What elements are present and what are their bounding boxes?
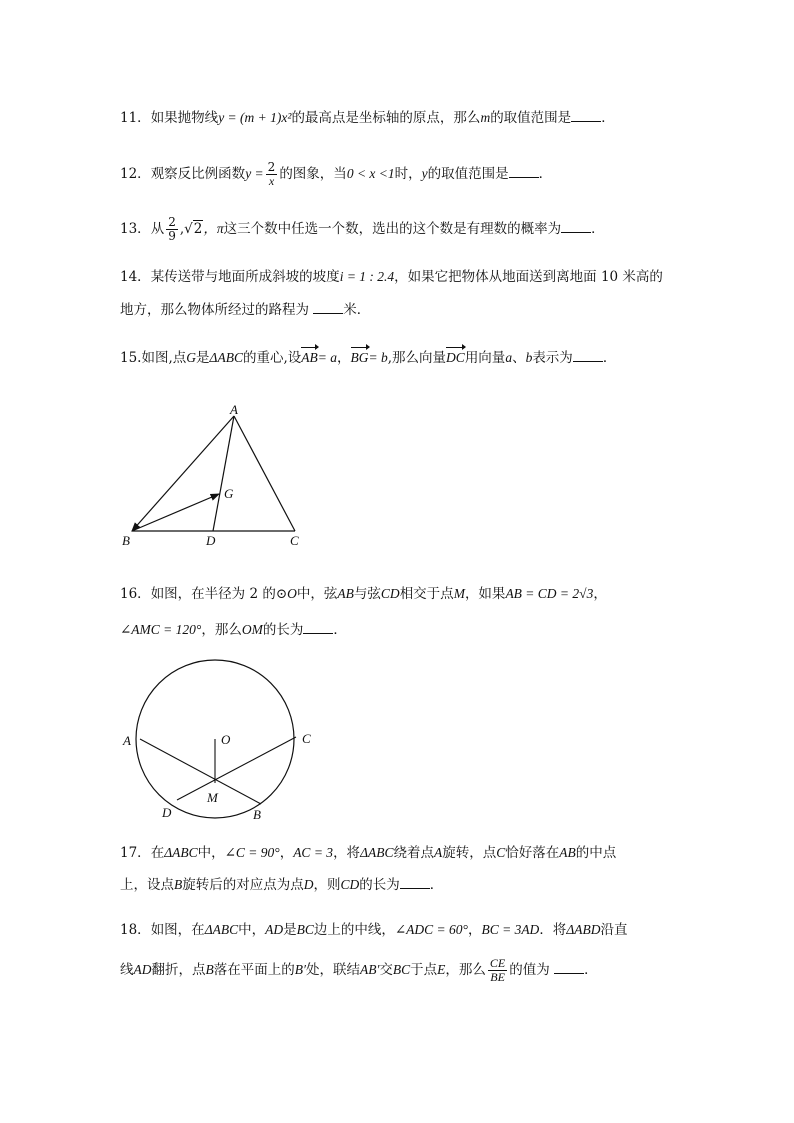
question-16-line-2 [120, 619, 690, 640]
triangle: ΔABC [209, 350, 243, 365]
question-text: 如图,点 [141, 350, 187, 366]
variable: y [421, 166, 428, 181]
question-number: 18． [120, 922, 151, 938]
question-17 [120, 843, 690, 863]
formula: y = (m + 1)x² [218, 110, 292, 125]
separator: , [179, 221, 185, 237]
question-text: 观察反比例函数 [150, 166, 246, 182]
numerator: 2 [168, 215, 176, 229]
fraction [488, 957, 507, 984]
question-text: 旋转后的对应点为点 [182, 877, 304, 893]
vector-eq: = a [317, 350, 337, 365]
label-b: B [253, 807, 261, 822]
question-text: 地方，那么物体所经过的路程为 [120, 302, 309, 318]
question-text: 中， [238, 922, 266, 938]
answer-blank [400, 874, 430, 889]
segment: AD [133, 962, 152, 977]
label-b: B [122, 533, 130, 548]
circle-symbol: ⊙O [275, 586, 297, 601]
label-o: O [221, 732, 231, 747]
question-text: ． [601, 110, 615, 126]
question-text: 的中点 [575, 845, 617, 861]
question-text: 交 [379, 962, 393, 978]
sqrt-expression [184, 219, 203, 239]
denominator: 9 [168, 229, 176, 243]
question-17-line-2 [120, 874, 690, 895]
label-a: A [123, 733, 131, 748]
question-text: 旋转，点 [442, 845, 497, 861]
angle: ∠C = 90° [224, 845, 280, 860]
point-label: G [186, 350, 197, 365]
angle: ∠ADC = 60° [394, 922, 468, 937]
question-text: 的取值范围是 [427, 166, 509, 182]
point-label: B′ [294, 962, 306, 977]
question-text: 从 [150, 221, 165, 237]
segment: CD [340, 877, 360, 892]
angle: ∠AMC = 120° [120, 622, 202, 637]
separator: ， [337, 350, 351, 366]
segment: AB [337, 586, 354, 601]
question-text: ． [538, 166, 553, 182]
label-m: M [207, 790, 218, 805]
question-16 [120, 584, 690, 604]
answer-blank [554, 959, 584, 974]
question-text: 恰好落在 [505, 845, 560, 861]
question-text: 的值为 [509, 962, 550, 978]
question-12 [120, 161, 690, 188]
question-text: ，如果它把物体从地面送到离地面 10 米高的 [394, 269, 663, 285]
figure-15-triangle [115, 398, 315, 550]
vector-bg: BG [351, 348, 369, 368]
question-text: ，那么 [201, 622, 242, 638]
question-text: 上，设点 [120, 877, 174, 893]
question-number: 11． [120, 110, 151, 126]
question-text: 是 [283, 922, 297, 938]
question-11 [120, 107, 690, 128]
segment: CD [380, 586, 400, 601]
question-text: 的重心,设 [242, 350, 302, 366]
question-number: 17． [120, 845, 151, 861]
point-label: A [433, 845, 443, 860]
question-text: 时， [394, 166, 422, 182]
segment: BC [296, 922, 314, 937]
vector-eq: = b [368, 350, 388, 365]
question-number: 14． [120, 269, 151, 285]
point-label: D [303, 877, 314, 892]
question-number: 12． [120, 166, 151, 182]
point-label: B [205, 962, 214, 977]
question-text: 用向量 [464, 350, 506, 366]
separator: ， [467, 922, 482, 938]
pi-symbol: ，π [203, 221, 224, 236]
question-text: 与弦 [353, 586, 381, 602]
label-c: C [302, 731, 311, 746]
label-a: A [230, 402, 238, 417]
segment: AB [559, 845, 576, 860]
question-text: 如图，在 [150, 922, 205, 938]
question-text: ． [591, 221, 605, 237]
median-ad [213, 416, 234, 531]
question-text: 是 [196, 350, 210, 366]
answer-blank [509, 163, 539, 178]
triangle: ΔABC [360, 845, 394, 860]
question-text: 线 [120, 962, 134, 978]
question-14-line-2 [120, 299, 690, 320]
question-text: ． [602, 350, 617, 366]
segment: AD [265, 922, 284, 937]
equation: BC = 3AD [481, 922, 540, 937]
vector-ab: AB [301, 348, 318, 368]
question-text: 的长为 [262, 622, 304, 638]
question-text: 处，联结 [305, 962, 360, 978]
vector-a: a [505, 350, 513, 365]
variable: m [480, 110, 491, 125]
condition: 0 < x <1 [346, 166, 395, 181]
question-text: 中，弦 [296, 586, 338, 602]
answer-blank [303, 619, 333, 634]
question-text: 表示为 [532, 350, 573, 366]
question-number: 15. [120, 350, 142, 366]
point-label: B [174, 877, 183, 892]
answer-blank [561, 218, 591, 233]
question-number: 13． [120, 221, 151, 237]
question-text: ． [429, 877, 444, 893]
question-number: 16． [120, 586, 151, 602]
vector-bg-line [132, 494, 219, 531]
point-label: E [437, 962, 446, 977]
figure-16-circle [115, 655, 325, 827]
question-14 [120, 267, 690, 287]
triangle: ΔABC [164, 845, 198, 860]
question-text: ，则 [313, 877, 341, 893]
question-18 [120, 920, 690, 940]
fraction [266, 161, 278, 188]
sqrt-sign: √ [184, 221, 193, 237]
question-text: 米． [343, 302, 371, 318]
segment: BC [392, 962, 411, 977]
fraction [166, 216, 178, 243]
answer-blank [571, 107, 601, 122]
question-text: 的取值范围是 [490, 110, 572, 126]
side-ac [234, 416, 295, 531]
segment: AB′ [359, 962, 380, 977]
separator: 、 [512, 350, 526, 366]
question-text: 这三个数中任选一个数，选出的这个数是有理数的概率为 [223, 221, 562, 237]
question-13 [120, 216, 690, 243]
question-text: 落在平面上的 [213, 962, 295, 978]
numerator: CE [489, 956, 506, 970]
question-text: 相交于点 [399, 586, 454, 602]
label-c: C [290, 533, 299, 548]
question-text: 如果抛物线 [150, 110, 219, 126]
vector-dc: DC [446, 348, 465, 368]
numerator: 2 [267, 160, 276, 174]
radicand: 2 [193, 221, 203, 237]
question-text: 沿直 [600, 922, 628, 938]
question-text: ．将 [539, 922, 567, 938]
question-text: 绕着点 [393, 845, 434, 861]
answer-blank [573, 347, 603, 362]
question-text: ． [584, 962, 598, 978]
question-18-line-2 [120, 957, 690, 984]
question-text: 翻折，点 [151, 962, 206, 978]
slope-ratio: i = 1 : 2.4 [339, 269, 395, 284]
question-text: 的最高点是坐标轴的原点，那么 [291, 110, 481, 126]
side-ab [132, 416, 234, 531]
denominator: x [268, 174, 275, 188]
label-d: D [206, 533, 216, 548]
question-text: 边上的中线， [313, 922, 395, 938]
label-g: G [224, 486, 234, 501]
question-text: 某传送带与地面所成斜坡的坡度 [150, 269, 340, 285]
segment: OM [241, 622, 263, 637]
separator: ， [279, 845, 294, 861]
question-text: ，将 [333, 845, 361, 861]
question-text: ,那么向量 [387, 350, 447, 366]
formula: y = [245, 166, 264, 181]
triangle: ΔABC [204, 922, 239, 937]
question-text: 如图，在半径为 2 的 [150, 586, 276, 602]
triangle: ΔABD [566, 922, 601, 937]
question-15 [120, 347, 690, 368]
separator: ， [593, 586, 607, 602]
question-text: 中， [197, 845, 225, 861]
question-text: ，如果 [464, 586, 506, 602]
question-text: 在 [150, 845, 165, 861]
label-d: D [162, 805, 172, 820]
point-label: M [453, 586, 465, 601]
question-text: ． [333, 622, 347, 638]
equation: AC = 3 [293, 845, 334, 860]
vector-b: b [525, 350, 533, 365]
denominator: BE [490, 970, 505, 984]
question-text: 于点 [410, 962, 438, 978]
question-text: 的长为 [359, 877, 400, 893]
equation: AB = CD = 2√3 [505, 586, 594, 601]
point-label: C [496, 845, 506, 860]
answer-blank [313, 299, 343, 314]
question-text: 的图象，当 [279, 166, 347, 182]
question-text: ，那么 [445, 962, 486, 978]
